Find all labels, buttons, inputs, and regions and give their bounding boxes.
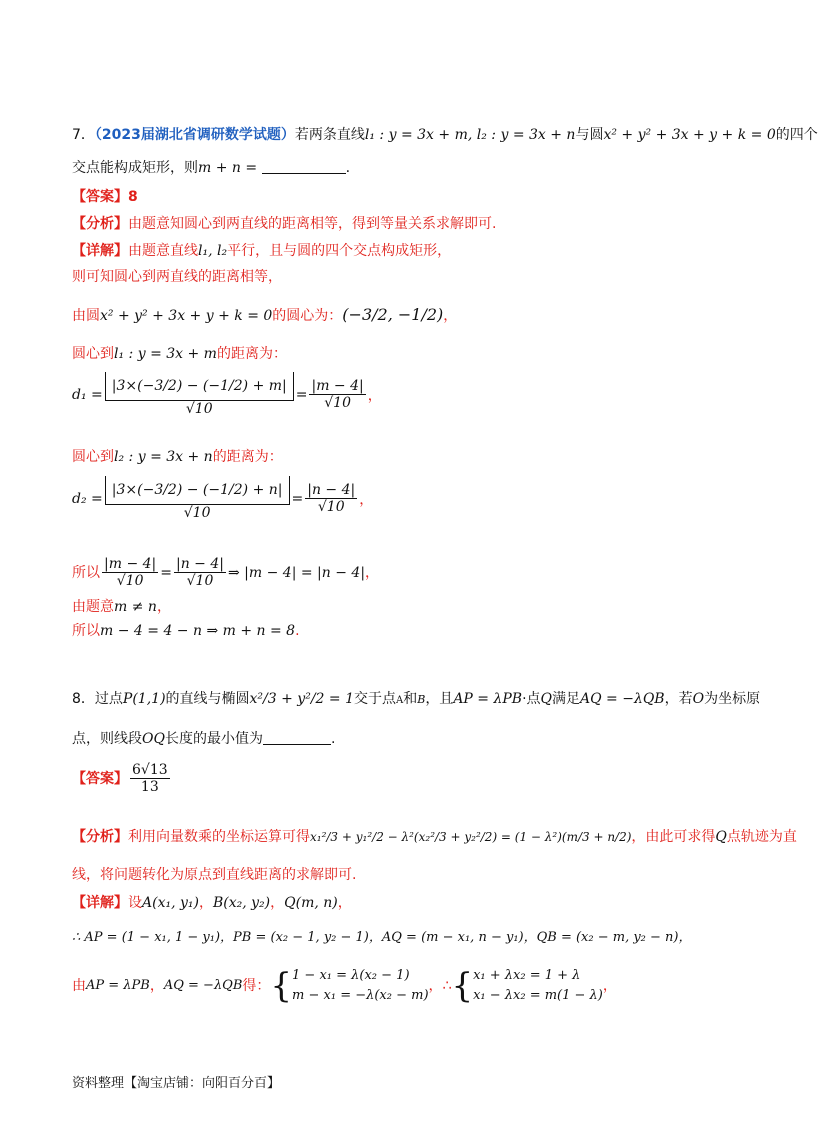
d1-end: ， bbox=[367, 387, 382, 404]
system-1-row-2: m − x₁ = −λ(x₂ − m) bbox=[292, 988, 429, 1003]
q7-circle: x² + y² + 3x + y + k = 0 bbox=[603, 127, 776, 143]
analysis-text: ，由此可求得 bbox=[631, 829, 716, 845]
q7-answer bbox=[72, 186, 138, 208]
answer-denominator: 13 bbox=[140, 779, 159, 795]
detail-math: x² + y² + 3x + y + k = 0 bbox=[100, 308, 273, 324]
vector-relation-1: AP = λPB bbox=[453, 691, 523, 707]
detail-math: l₁ : y = 3x + m bbox=[114, 346, 217, 362]
q8-text: 点，则线段 bbox=[72, 731, 142, 747]
q7-source: （2023届湖北省调研数学试题） bbox=[94, 127, 295, 143]
detail-math: AQ = −λQB bbox=[163, 978, 243, 993]
detail-text: 所以 bbox=[72, 564, 100, 581]
ratio-left bbox=[102, 556, 158, 589]
center-coords: (−3/2, −1/2) bbox=[342, 305, 444, 324]
q7-analysis bbox=[72, 213, 496, 235]
answer-numerator: 6√13 bbox=[132, 762, 168, 778]
detail-math: m ≠ n bbox=[114, 599, 157, 615]
ratio-tail: ⇒ |m − 4| = |n − 4| bbox=[227, 564, 366, 581]
detail-text: 由题意 bbox=[72, 599, 114, 615]
d1-result-den: √10 bbox=[324, 395, 351, 411]
system-2-row-2: x₁ − λx₂ = m(1 − λ) bbox=[473, 988, 603, 1003]
q8-text: ，且 bbox=[425, 691, 454, 707]
d1-lhs: d₁ = bbox=[72, 386, 103, 403]
detail-text: ， bbox=[270, 895, 285, 911]
detail-text: ， bbox=[443, 308, 458, 324]
q8-detail-1 bbox=[72, 892, 352, 914]
detail-text: 由 bbox=[72, 978, 86, 994]
d1-result-fraction bbox=[309, 378, 365, 411]
detail-text: ， bbox=[149, 978, 164, 994]
answer-fraction bbox=[130, 762, 170, 795]
ratio-left-den: √10 bbox=[116, 573, 144, 589]
detail-math: l₁, l₂ bbox=[198, 243, 228, 259]
detail-math: A(x₁, y₁) bbox=[142, 895, 199, 911]
q7-detail-3 bbox=[72, 304, 457, 327]
detail-text: . bbox=[295, 623, 300, 639]
system-1-rows bbox=[292, 966, 429, 1006]
detail-text: 则可知圆心到两直线的距离相等， bbox=[72, 269, 282, 285]
vector-relation-2: AQ = −λQB bbox=[580, 691, 665, 707]
detail-text: ， bbox=[198, 895, 213, 911]
answer-tag: 【答案】 bbox=[72, 770, 128, 787]
q7-number: 7． bbox=[72, 127, 95, 143]
d1-eq: = bbox=[295, 386, 308, 403]
d1-result-num: |m − 4| bbox=[311, 378, 364, 394]
d2-result-num: |n − 4| bbox=[307, 482, 356, 498]
q8-text: 过点 bbox=[94, 691, 123, 707]
d1-formula bbox=[72, 372, 382, 417]
q7-line-1 bbox=[72, 124, 818, 146]
detail-text: 的圆心为： bbox=[272, 308, 343, 324]
detail-text: 得： bbox=[242, 978, 271, 994]
detail-text: 所以 bbox=[72, 623, 100, 639]
detail-text: 平行，且与圆的四个交点构成矩形， bbox=[227, 243, 452, 259]
q7-text-c: 的四个 bbox=[775, 127, 818, 143]
analysis-text: 由题意知圆心到两直线的距离相等，得到等量关系求解即可. bbox=[128, 216, 497, 232]
q7-text-b: 与圆 bbox=[575, 127, 604, 143]
ratio-left-num: |m − 4| bbox=[104, 556, 157, 572]
detail-text: ， bbox=[365, 564, 380, 581]
analysis-expr: x₁²/3 + y₁²/2 − λ²(x₂²/3 + y₂²/2) = (1 − λ²)(m/3 + n/2) bbox=[310, 830, 632, 844]
answer-blank[interactable] bbox=[263, 730, 331, 745]
q8-line-1 bbox=[72, 688, 760, 712]
q7-detail-4 bbox=[72, 343, 287, 365]
detail-math: AP = λPB bbox=[86, 978, 150, 993]
analysis-tag: 【分析】 bbox=[72, 829, 128, 845]
detail-text: 的距离为： bbox=[216, 346, 287, 362]
ratio-right-num: |n − 4| bbox=[175, 556, 224, 572]
ratio-eq: = bbox=[160, 564, 172, 581]
detail-math: Q(m, n) bbox=[284, 895, 338, 911]
d2-eq: = bbox=[291, 490, 304, 507]
vector-coords: ∴ AP = (1 − x₁, 1 − y₁)，PB = (x₂ − 1, y₂ − 1)，AQ = (m − x₁, n − y₁)，QB = (x₂ − m, y₂ − n)， bbox=[72, 930, 692, 945]
footer-text: 资料整理【淘宝店铺：向阳百分百】 bbox=[72, 1076, 281, 1091]
segment-oq: OQ bbox=[142, 731, 165, 747]
point-a: A bbox=[395, 695, 404, 706]
analysis-text: 线，将问题转化为原点到直线距离的求解即可. bbox=[72, 867, 357, 883]
answer-blank[interactable] bbox=[262, 159, 346, 174]
ratio-right-den: √10 bbox=[186, 573, 214, 589]
d1-fraction bbox=[105, 372, 294, 417]
detail-text: ， bbox=[602, 978, 617, 994]
point-o: O bbox=[692, 691, 705, 707]
detail-math: B(x₂, y₂) bbox=[212, 895, 271, 911]
detail-math: l₂ : y = 3x + n bbox=[114, 449, 213, 465]
detail-tag: 【详解】 bbox=[72, 895, 128, 911]
q7-line2-text: 交点能构成矩形，则 bbox=[72, 160, 198, 176]
answer-tag: 【答案】 bbox=[72, 189, 128, 205]
q7-detail-5 bbox=[72, 446, 283, 468]
q7-text-a: 若两条直线 bbox=[294, 127, 365, 143]
detail-text: ， bbox=[156, 599, 171, 615]
point-q: Q bbox=[715, 829, 727, 845]
system-1 bbox=[270, 966, 428, 1006]
q8-text: 和 bbox=[403, 691, 418, 707]
analysis-text: 点轨迹为直 bbox=[726, 829, 797, 845]
d1-numerator: |3×(−3/2) − (−1/2) + m| bbox=[105, 372, 294, 401]
system-2-row-1: x₁ + λx₂ = 1 + λ bbox=[473, 968, 581, 983]
q8-text: 交于点 bbox=[353, 691, 396, 707]
q8-text: ·点 bbox=[522, 691, 541, 707]
detail-text: 的距离为： bbox=[212, 449, 283, 465]
d2-denominator: √10 bbox=[183, 505, 211, 521]
q8-detail-2 bbox=[72, 926, 692, 949]
q8-number: 8． bbox=[72, 691, 95, 707]
q8-text: ，若 bbox=[664, 691, 693, 707]
brace-icon: { bbox=[270, 966, 293, 1006]
q8-detail-3 bbox=[72, 966, 617, 1006]
system-2-rows bbox=[473, 966, 603, 1006]
q8-line-2 bbox=[72, 728, 335, 750]
q8-analysis-2 bbox=[72, 864, 356, 886]
q7-line-2 bbox=[72, 157, 350, 179]
detail-text: 圆心到 bbox=[72, 449, 114, 465]
detail-text: 由题意直线 bbox=[128, 243, 198, 259]
ellipse-eq: x²/3 + y²/2 = 1 bbox=[249, 691, 354, 707]
q7-lines: l₁ : y = 3x + m, l₂ : y = 3x + n bbox=[364, 127, 576, 143]
point-q: Q bbox=[540, 691, 552, 707]
q7-line2-end: . bbox=[345, 160, 351, 176]
q8-text: 长度的最小值为 bbox=[164, 731, 263, 747]
q7-detail-7 bbox=[72, 596, 171, 618]
d2-result-fraction bbox=[305, 482, 357, 515]
q7-line2-expr: m + n = bbox=[198, 160, 258, 176]
analysis-tag: 【分析】 bbox=[72, 216, 128, 232]
d2-end: ， bbox=[359, 491, 374, 508]
detail-text: 圆心到 bbox=[72, 346, 114, 362]
system-2 bbox=[451, 966, 602, 1006]
d2-numerator: |3×(−3/2) − (−1/2) + n| bbox=[105, 476, 290, 505]
detail-text: 设 bbox=[128, 895, 142, 911]
d2-lhs: d₂ = bbox=[72, 490, 103, 507]
brace-icon: { bbox=[451, 966, 474, 1006]
q8-analysis-1 bbox=[72, 826, 797, 848]
detail-text: 由圆 bbox=[72, 308, 100, 324]
d2-formula bbox=[72, 476, 373, 521]
q7-detail-1 bbox=[72, 240, 451, 262]
q8-text: 满足 bbox=[552, 691, 580, 707]
q8-answer bbox=[72, 762, 172, 795]
answer-value: 8 bbox=[128, 189, 138, 205]
q8-text: 为坐标原 bbox=[704, 691, 761, 707]
q7-detail-8 bbox=[72, 620, 300, 642]
detail-text: ，∴ bbox=[428, 978, 452, 994]
ratio-right bbox=[174, 556, 226, 589]
q7-detail-2 bbox=[72, 266, 282, 288]
point-p: P(1,1) bbox=[122, 691, 166, 707]
detail-text: ， bbox=[337, 895, 352, 911]
analysis-text: 利用向量数乘的坐标运算可得 bbox=[128, 829, 310, 845]
detail-tag: 【详解】 bbox=[72, 243, 128, 259]
detail-math: m − 4 = 4 − n ⇒ m + n = 8 bbox=[100, 623, 296, 639]
d2-fraction bbox=[105, 476, 290, 521]
d1-denominator: √10 bbox=[185, 401, 213, 417]
d2-result-den: √10 bbox=[317, 499, 345, 515]
q7-detail-6 bbox=[72, 556, 379, 589]
q8-text: . bbox=[330, 731, 336, 747]
system-1-row-1: 1 − x₁ = λ(x₂ − 1) bbox=[292, 968, 410, 983]
point-b: B bbox=[417, 693, 426, 706]
q8-text: 的直线与椭圆 bbox=[165, 691, 250, 707]
